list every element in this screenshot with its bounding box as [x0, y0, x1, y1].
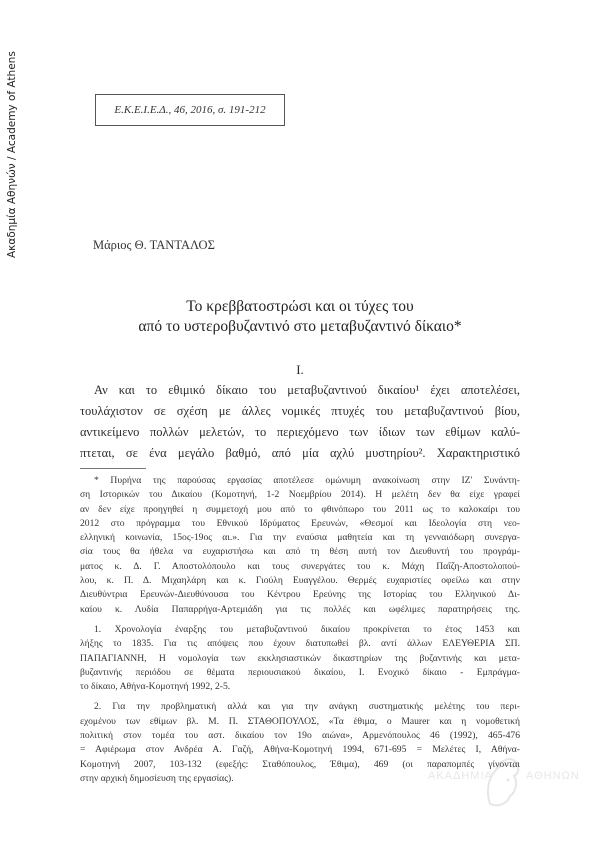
- footnote-line: = Αφιέρωμα στον Ανδρέα Α. Γαζή, Αθήνα-Κομοτηνή 1994, 671-695 = Μελέτες Ι, Αθήνα-: [80, 744, 520, 756]
- body-paragraph: [80, 380, 520, 464]
- footnote-line: πολιτική στον τομέα του αστ. δικαίου τον 19ο αιώνα», Αρμενόπουλος 46 (1992), 465-476: [80, 730, 520, 742]
- footnote-line: αν δεν είχε προηγηθεί η συμμετοχή μου από το φθινόπωρο του 2011 ως το καλοκαίρι του: [80, 503, 520, 515]
- footnote-line: εχομένου των εθίμων βλ. Μ. Π. ΣΤΑΘΟΠΟΥΛΟΣ, «Τα έθιμα, ο Maurer και η νομοθετική: [80, 715, 520, 727]
- footnote-line: λήξης το 1835. Για τις απόψεις που έχουν διατυπωθεί βλ. αντί άλλων ΕΛΕΥΘΕΡΙΑ ΣΠ.: [80, 638, 520, 650]
- article-title-line-2: από το υστεροβυζαντινό στο μεταβυζαντινό δίκαιο*: [138, 318, 462, 335]
- athena-head-icon: [480, 752, 524, 812]
- footnote-line: στην αρχική δημοσίευση της εργασίας).: [80, 772, 234, 784]
- footnote-line: ματος κ. Δ. Γ. Αποστολόπουλο και τους συνεργάτες του κ. Μάχη Παΐζη-Αποστολοπού-: [80, 560, 520, 572]
- journal-reference: [95, 94, 285, 126]
- side-label: Ακαδημία Αθηνών / Academy of Athens: [6, 51, 18, 258]
- section-heading: Ι.: [296, 362, 304, 377]
- watermark-left-text: ΑΚΑΔΗΜΙΑ: [428, 770, 493, 782]
- body-line: πτεται, σε ένα μεγάλο βαθμό, από μία αχλύ μυστηρίου². Χαρακτηριστικό: [80, 446, 520, 460]
- footnote-line: λου, κ. Π. Δ. Μιχαηλάρη και κ. Γιούλη Ευαγγέλου. Θερμές ευχαριστίες οφείλω και στην: [80, 575, 520, 587]
- body-line: αντικείμενο πολλών μελετών, το περιεχόμενο των ίδιων των εθίμων καλύ-: [80, 425, 520, 439]
- footnote-line: Διευθύντρια Ερευνών-Διευθύνουσα του Κέντρου Ερεύνης της Ιστορίας του Ελληνικού Δι-: [80, 589, 520, 601]
- footnote-line: το δίκαιο, Αθήνα-Κομοτηνή 1992, 2-5.: [80, 681, 231, 693]
- footnote-line: 2012 στο πρόγραμμα του Εθνικού Ιδρύματος Ερευνών, «Θεσμοί και Ιδεολογία στη νεο-: [80, 517, 520, 529]
- footnote-line: σία τους θα ήθελα να ευχαριστήσω και από τη θέση αυτή τον Διευθυντή του προγράμ-: [80, 546, 520, 558]
- body-line: Αν και το εθιμικό δίκαιο του μεταβυζαντινού δικαίου¹ έχει αποτελέσει,: [94, 383, 520, 397]
- footnote-line: καίου κ. Λυδία Παπαρρήγα-Αρτεμιάδη για τις πολλές και ωφέλιμες παρατηρήσεις της.: [80, 603, 520, 615]
- journal-reference-text: Ε.Κ.Ε.Ι.Ε.Δ., 46, 2016, σ. 191-212: [114, 104, 266, 116]
- footnote-line: * Πυρήνα της παρούσας εργασίας αποτέλεσε ομώνυμη ανακοίνωση στην ΙΖ' Συνάντη-: [94, 475, 520, 486]
- footnote-separator: [80, 468, 146, 469]
- footnote-line: ση Ιστορικών του Δικαίου (Κομοτηνή, 1-2 Νοεμβρίου 2014). Η μελέτη δεν θα είχε γραφεί: [80, 489, 520, 501]
- footnote-line: 1. Χρονολογία έναρξης του μεταβυζαντινού δικαίου προκρίνεται το έτος 1453 και: [94, 623, 520, 635]
- footnotes: [80, 474, 520, 786]
- footnote-line: 2. Για την προβληματική αλλά και για την ανάγκη συστηματικής μελέτης του περι-: [94, 701, 520, 713]
- footnote-line: ΠΑΠΑΓΙΑΝΝΗ, Η νομολογία των εκκλησιαστικών δικαστηρίων της βυζαντινής και μετα-: [80, 652, 520, 664]
- academy-watermark: [428, 752, 578, 832]
- body-line: τουλάχιστον σε σχέση με άλλες νομικές πτυχές του μεταβυζαντινού βίου,: [80, 404, 520, 418]
- footnote-line: Κομοτηνή 2007, 103-132 (εφεξής: Σταθόπουλος, Έθιμα), 469 (οι παραπομπές γίνονται: [80, 758, 520, 770]
- footnote-line: βυζαντινής περιόδου σε θέματα περιουσιακού δικαίου, Ι. Ενοχικό δίκαιο - Εμπράγμα-: [80, 666, 520, 678]
- article-title-line-1: Το κρεββατοστρώσι και οι τύχες του: [186, 298, 414, 315]
- watermark-right-text: ΑΘΗΝΩΝ: [526, 770, 580, 782]
- footnote-line: ελληνική κοινωνία, 15ος-19ος αι.». Για την εναύσια μαθητεία και τη γενναιόδωρη συνεργα-: [80, 532, 520, 544]
- author-name: Μάριος Θ. ΤΑΝΤΑΛΟΣ: [93, 238, 215, 252]
